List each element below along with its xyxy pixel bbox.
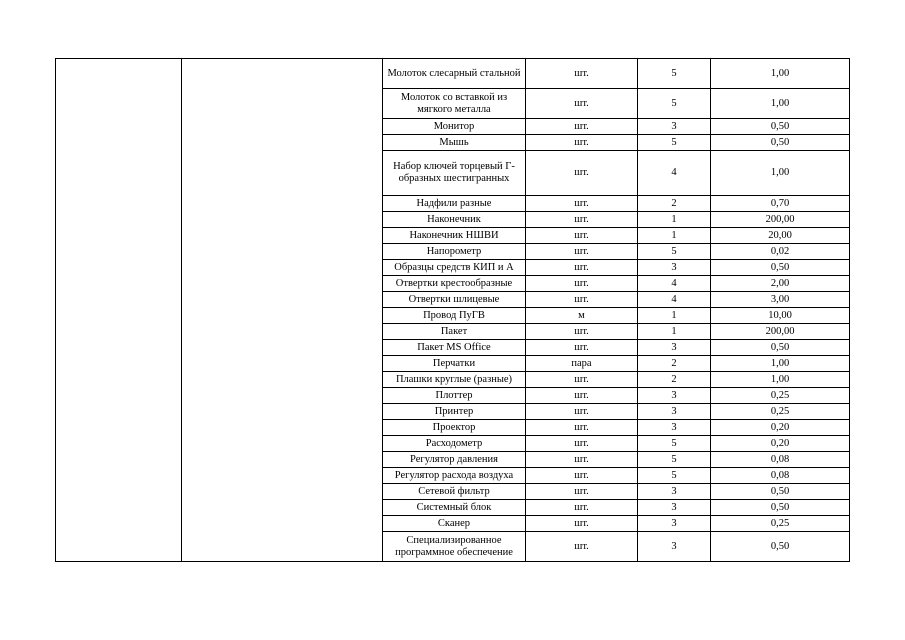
- item-name-cell: Провод ПуГВ: [383, 308, 526, 324]
- value-cell: 0,50: [711, 532, 850, 562]
- value-cell: 0,20: [711, 420, 850, 436]
- count-cell: 2: [638, 196, 711, 212]
- unit-cell: шт.: [526, 260, 638, 276]
- unit-cell: шт.: [526, 89, 638, 119]
- count-cell: 3: [638, 500, 711, 516]
- unit-cell: шт.: [526, 324, 638, 340]
- count-cell: 5: [638, 436, 711, 452]
- unit-cell: шт.: [526, 452, 638, 468]
- count-cell: 3: [638, 404, 711, 420]
- item-name-cell: Отвертки крестообразные: [383, 276, 526, 292]
- empty-merged-cell-1: [56, 59, 182, 562]
- item-name-cell: Надфили разные: [383, 196, 526, 212]
- value-cell: 0,25: [711, 516, 850, 532]
- item-name-cell: Перчатки: [383, 356, 526, 372]
- unit-cell: шт.: [526, 436, 638, 452]
- count-cell: 4: [638, 292, 711, 308]
- unit-cell: шт.: [526, 404, 638, 420]
- unit-cell: шт.: [526, 500, 638, 516]
- unit-cell: шт.: [526, 388, 638, 404]
- unit-cell: шт.: [526, 244, 638, 260]
- item-name-cell: Набор ключей торцевый Г-образных шестигранных: [383, 151, 526, 196]
- value-cell: 3,00: [711, 292, 850, 308]
- item-name-cell: Плашки круглые (разные): [383, 372, 526, 388]
- count-cell: 3: [638, 420, 711, 436]
- item-name-cell: Специализированное программное обеспечение: [383, 532, 526, 562]
- value-cell: 200,00: [711, 324, 850, 340]
- count-cell: 4: [638, 151, 711, 196]
- value-cell: 0,50: [711, 135, 850, 151]
- item-name-cell: Плоттер: [383, 388, 526, 404]
- unit-cell: шт.: [526, 532, 638, 562]
- value-cell: 200,00: [711, 212, 850, 228]
- item-name-cell: Мышь: [383, 135, 526, 151]
- count-cell: 1: [638, 308, 711, 324]
- item-name-cell: Пакет: [383, 324, 526, 340]
- value-cell: 1,00: [711, 151, 850, 196]
- equipment-table: [55, 58, 850, 562]
- count-cell: 3: [638, 340, 711, 356]
- unit-cell: шт.: [526, 119, 638, 135]
- item-name-cell: Сканер: [383, 516, 526, 532]
- unit-cell: м: [526, 308, 638, 324]
- value-cell: 0,02: [711, 244, 850, 260]
- count-cell: 3: [638, 532, 711, 562]
- item-name-cell: Сетевой фильтр: [383, 484, 526, 500]
- value-cell: 1,00: [711, 89, 850, 119]
- unit-cell: шт.: [526, 276, 638, 292]
- count-cell: 3: [638, 388, 711, 404]
- item-name-cell: Регулятор давления: [383, 452, 526, 468]
- value-cell: 0,50: [711, 340, 850, 356]
- value-cell: 1,00: [711, 59, 850, 89]
- value-cell: 0,50: [711, 484, 850, 500]
- unit-cell: шт.: [526, 340, 638, 356]
- unit-cell: шт.: [526, 59, 638, 89]
- unit-cell: шт.: [526, 468, 638, 484]
- value-cell: 0,50: [711, 119, 850, 135]
- value-cell: 0,50: [711, 260, 850, 276]
- item-name-cell: Молоток слесарный стальной: [383, 59, 526, 89]
- value-cell: 0,70: [711, 196, 850, 212]
- value-cell: 0,25: [711, 404, 850, 420]
- unit-cell: шт.: [526, 516, 638, 532]
- unit-cell: пара: [526, 356, 638, 372]
- item-name-cell: Пакет MS Office: [383, 340, 526, 356]
- count-cell: 3: [638, 119, 711, 135]
- item-name-cell: Системный блок: [383, 500, 526, 516]
- count-cell: 1: [638, 324, 711, 340]
- item-name-cell: Наконечник: [383, 212, 526, 228]
- count-cell: 5: [638, 59, 711, 89]
- count-cell: 3: [638, 516, 711, 532]
- item-name-cell: Принтер: [383, 404, 526, 420]
- unit-cell: шт.: [526, 212, 638, 228]
- count-cell: 2: [638, 356, 711, 372]
- value-cell: 20,00: [711, 228, 850, 244]
- unit-cell: шт.: [526, 135, 638, 151]
- count-cell: 3: [638, 260, 711, 276]
- unit-cell: шт.: [526, 151, 638, 196]
- item-name-cell: Отвертки шлицевые: [383, 292, 526, 308]
- value-cell: 1,00: [711, 372, 850, 388]
- count-cell: 1: [638, 212, 711, 228]
- empty-merged-cell-2: [182, 59, 383, 562]
- value-cell: 0,08: [711, 468, 850, 484]
- value-cell: 0,25: [711, 388, 850, 404]
- unit-cell: шт.: [526, 420, 638, 436]
- item-name-cell: Молоток со вставкой из мягкого металла: [383, 89, 526, 119]
- item-name-cell: Напорометр: [383, 244, 526, 260]
- table-row: [56, 59, 850, 89]
- value-cell: 0,20: [711, 436, 850, 452]
- item-name-cell: Проектор: [383, 420, 526, 436]
- count-cell: 5: [638, 468, 711, 484]
- unit-cell: шт.: [526, 292, 638, 308]
- count-cell: 5: [638, 89, 711, 119]
- value-cell: 0,08: [711, 452, 850, 468]
- value-cell: 1,00: [711, 356, 850, 372]
- unit-cell: шт.: [526, 372, 638, 388]
- count-cell: 5: [638, 452, 711, 468]
- item-name-cell: Образцы средств КИП и А: [383, 260, 526, 276]
- count-cell: 2: [638, 372, 711, 388]
- value-cell: 0,50: [711, 500, 850, 516]
- value-cell: 10,00: [711, 308, 850, 324]
- unit-cell: шт.: [526, 484, 638, 500]
- item-name-cell: Регулятор расхода воздуха: [383, 468, 526, 484]
- item-name-cell: Монитор: [383, 119, 526, 135]
- value-cell: 2,00: [711, 276, 850, 292]
- item-name-cell: Наконечник НШВИ: [383, 228, 526, 244]
- count-cell: 5: [638, 244, 711, 260]
- count-cell: 5: [638, 135, 711, 151]
- item-name-cell: Расходометр: [383, 436, 526, 452]
- count-cell: 1: [638, 228, 711, 244]
- count-cell: 3: [638, 484, 711, 500]
- unit-cell: шт.: [526, 196, 638, 212]
- unit-cell: шт.: [526, 228, 638, 244]
- count-cell: 4: [638, 276, 711, 292]
